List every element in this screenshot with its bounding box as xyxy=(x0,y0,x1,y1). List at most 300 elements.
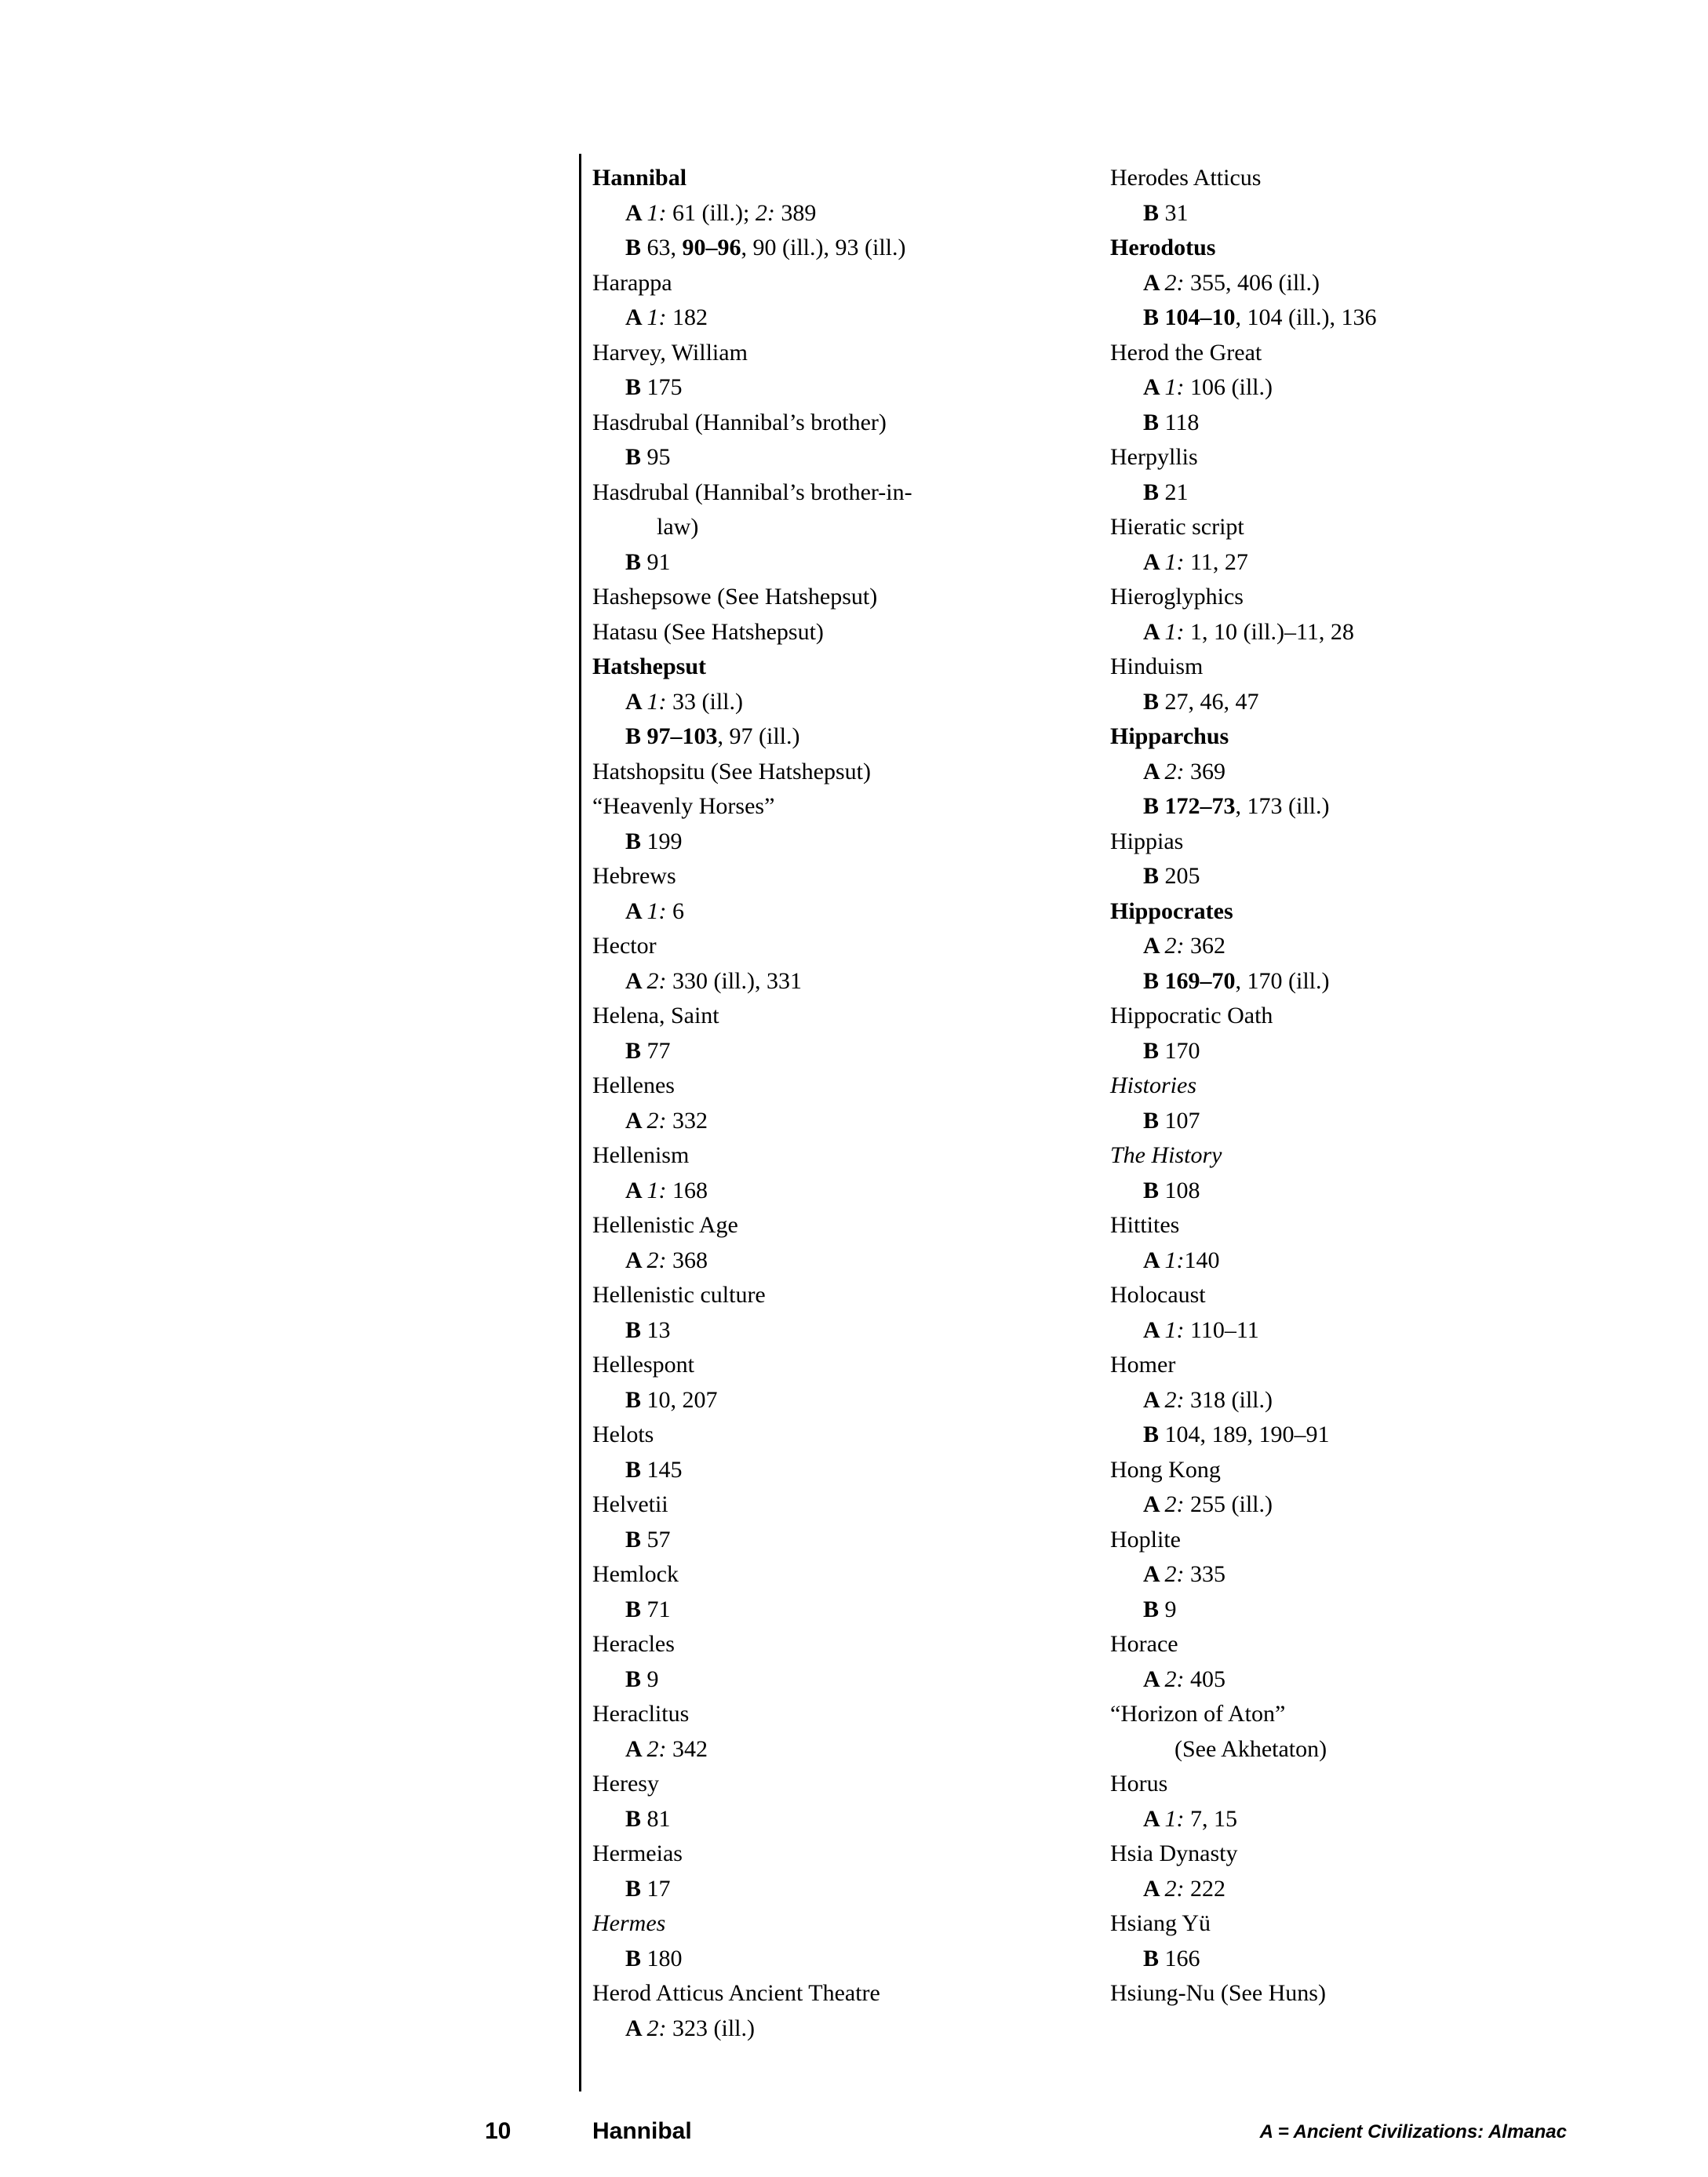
index-subentry xyxy=(592,825,1063,860)
entry-text: Hatasu (See Hatshepsut) xyxy=(592,618,824,645)
index-subentry xyxy=(592,231,1063,266)
entry-text: Hebrews xyxy=(592,863,676,889)
index-subentry xyxy=(1110,1662,1581,1698)
index-subentry xyxy=(1110,1104,1581,1139)
entry-text: 169–70 xyxy=(1164,967,1236,994)
entry-text: B xyxy=(625,1805,647,1832)
entry-text: Heresy xyxy=(592,1771,659,1797)
entry-text: B xyxy=(625,1037,647,1064)
entry-text: Hatshopsitu (See Hatshepsut) xyxy=(592,758,871,785)
index-subentry xyxy=(1110,196,1581,231)
entry-text: A xyxy=(1143,618,1165,645)
entry-text: , 90 (ill.), 93 (ill.) xyxy=(741,235,906,260)
entry-text: 255 (ill.) xyxy=(1184,1491,1273,1517)
index-subentry xyxy=(592,1802,1063,1837)
entry-text: 2: xyxy=(646,1107,667,1134)
index-entry xyxy=(1110,1697,1581,1732)
entry-text: 1: xyxy=(1164,548,1185,575)
entry-text: 166 xyxy=(1164,1945,1200,1971)
entry-text: B xyxy=(625,1386,647,1413)
entry-text: Hatshepsut xyxy=(592,653,707,679)
index-entry xyxy=(1110,510,1581,545)
entry-text: A xyxy=(625,304,647,330)
entry-text: Hasdrubal (Hannibal’s brother) xyxy=(592,409,887,435)
index-subentry xyxy=(1110,685,1581,720)
index-entry xyxy=(592,1627,1063,1662)
index-entry xyxy=(592,1906,1063,1942)
index-entry xyxy=(592,859,1063,894)
entry-text: 1: xyxy=(646,199,667,226)
index-subentry xyxy=(1110,859,1581,894)
index-entry xyxy=(1110,999,1581,1034)
entry-text: B xyxy=(1143,1037,1165,1064)
entry-text: A xyxy=(625,1735,647,1762)
entry-text: Hong Kong xyxy=(1110,1456,1221,1483)
entry-text: A xyxy=(1143,374,1165,400)
index-subentry xyxy=(1110,755,1581,790)
index-entry xyxy=(592,1767,1063,1802)
entry-text: A xyxy=(1143,1875,1165,1902)
entry-text: 1: xyxy=(1164,374,1185,400)
index-subentry xyxy=(592,300,1063,336)
entry-text: 2: xyxy=(646,1247,667,1273)
index-subentry xyxy=(592,1174,1063,1209)
index-subentry xyxy=(592,1383,1063,1418)
entry-text: 104–10 xyxy=(1164,304,1236,330)
entry-text: Herodes Atticus xyxy=(1110,165,1262,191)
entry-text: 199 xyxy=(646,828,683,854)
entry-text: 57 xyxy=(646,1526,671,1553)
entry-text: A xyxy=(625,1177,647,1203)
index-subentry xyxy=(1110,1872,1581,1907)
entry-text: 104, 189, 190–91 xyxy=(1164,1422,1330,1447)
entry-text: 180 xyxy=(646,1945,683,1971)
entry-text: B xyxy=(625,1666,647,1692)
index-entry xyxy=(592,1976,1063,2011)
index-subentry xyxy=(1110,1732,1581,1767)
entry-text: 405 xyxy=(1184,1666,1226,1692)
index-subentry xyxy=(592,1662,1063,1698)
index-entry xyxy=(592,580,1063,615)
entry-text: 323 (ill.) xyxy=(666,2015,756,2041)
entry-text: B xyxy=(625,444,647,470)
entry-text: 27, 46, 47 xyxy=(1164,688,1259,715)
entry-text: B xyxy=(1143,409,1165,435)
entry-text: Holocaust xyxy=(1110,1282,1206,1308)
entry-text: B xyxy=(625,1596,647,1622)
entry-text: 389 xyxy=(774,199,817,226)
entry-text: 10, 207 xyxy=(646,1386,718,1413)
index-entry xyxy=(592,929,1063,964)
entry-text: Herodotus xyxy=(1110,235,1216,260)
index-subentry xyxy=(592,1872,1063,1907)
index-entry xyxy=(592,1837,1063,1872)
index-subentry xyxy=(592,1523,1063,1558)
index-subentry xyxy=(592,1313,1063,1349)
index-subentry xyxy=(1110,615,1581,650)
index-entry xyxy=(1110,825,1581,860)
index-subentry xyxy=(1110,1942,1581,1977)
index-entry xyxy=(1110,1976,1581,2011)
entry-text: Hermeias xyxy=(592,1840,683,1866)
entry-text: , 97 (ill.) xyxy=(717,723,800,749)
index-entry xyxy=(592,161,1063,196)
entry-text: 168 xyxy=(666,1177,708,1203)
entry-text: A xyxy=(1143,269,1165,296)
entry-text: 97–103 xyxy=(646,723,718,749)
entry-text: 2: xyxy=(1164,933,1185,959)
entry-text: A xyxy=(1143,1316,1165,1343)
entry-text: 182 xyxy=(666,304,708,330)
entry-text: Hieroglyphics xyxy=(1110,584,1244,610)
entry-text: Hieratic script xyxy=(1110,514,1244,540)
entry-text: B xyxy=(625,828,647,854)
index-subentry xyxy=(1110,1174,1581,1209)
entry-text: (See Akhetaton) xyxy=(1174,1735,1327,1762)
entry-text: Horus xyxy=(1110,1771,1168,1797)
entry-text: A xyxy=(1143,1247,1165,1273)
entry-text: Heracles xyxy=(592,1631,675,1657)
index-entry xyxy=(592,1697,1063,1732)
entry-text: Hippocratic Oath xyxy=(1110,1003,1273,1028)
entry-text: Histories xyxy=(1110,1072,1197,1098)
entry-text: Herod the Great xyxy=(1110,339,1262,366)
index-entry xyxy=(1110,1906,1581,1942)
entry-text: Hipparchus xyxy=(1110,723,1229,749)
entry-text: 11, 27 xyxy=(1184,548,1248,575)
entry-text: B xyxy=(1143,1596,1165,1622)
entry-text: 1: xyxy=(1164,1247,1185,1273)
index-subentry xyxy=(592,196,1063,231)
entry-text: 362 xyxy=(1184,933,1226,959)
entry-text: Horace xyxy=(1110,1631,1178,1657)
entry-text: A xyxy=(1143,548,1165,575)
entry-text: Homer xyxy=(1110,1352,1176,1378)
entry-text: 31 xyxy=(1164,199,1189,226)
index-subentry xyxy=(592,685,1063,720)
index-entry xyxy=(592,406,1063,441)
index-entry xyxy=(592,1557,1063,1593)
entry-text: 2: xyxy=(646,1735,667,1762)
index-subentry xyxy=(592,894,1063,930)
index-entry xyxy=(592,1418,1063,1453)
entry-text: Hoplite xyxy=(1110,1526,1181,1553)
entry-text: 2: xyxy=(1164,1561,1185,1587)
entry-text: A xyxy=(1143,1805,1165,1832)
index-entry xyxy=(592,615,1063,650)
entry-text: Harvey, William xyxy=(592,339,748,366)
index-subentry xyxy=(592,1593,1063,1628)
entry-text: law) xyxy=(657,514,699,540)
index-entry xyxy=(1110,1278,1581,1313)
entry-text: 355, 406 (ill.) xyxy=(1184,269,1320,296)
entry-text: A xyxy=(1143,1666,1165,1692)
entry-text: Hellenistic Age xyxy=(592,1212,738,1238)
entry-text: Herpyllis xyxy=(1110,444,1198,470)
entry-text: Hsiung-Nu (See Huns) xyxy=(1110,1980,1326,2006)
index-entry xyxy=(592,1278,1063,1313)
entry-text: B xyxy=(1143,793,1165,819)
entry-text: Hellenistic culture xyxy=(592,1282,766,1308)
entry-text: A xyxy=(1143,933,1165,959)
index-subentry xyxy=(1110,300,1581,336)
index-column-right xyxy=(1110,161,1581,2046)
entry-text: , 170 (ill.) xyxy=(1235,967,1330,994)
entry-text: Hector xyxy=(592,933,657,959)
entry-text: 71 xyxy=(646,1596,671,1622)
index-entry xyxy=(1110,1837,1581,1872)
index-subentry xyxy=(1110,1034,1581,1069)
entry-text: Helvetii xyxy=(592,1491,668,1517)
index-entry xyxy=(592,475,1063,511)
entry-text: 95 xyxy=(646,444,671,470)
entry-text: B xyxy=(1143,688,1165,715)
index-subentry xyxy=(1110,406,1581,441)
index-subentry xyxy=(592,719,1063,755)
entry-text: 1: xyxy=(1164,618,1185,645)
entry-text: 91 xyxy=(646,548,671,575)
index-subentry xyxy=(1110,545,1581,581)
entry-text: A xyxy=(625,199,647,226)
entry-text: Hippocrates xyxy=(1110,897,1233,924)
index-entry xyxy=(592,336,1063,371)
index-entry xyxy=(592,1068,1063,1104)
entry-text: Hasdrubal (Hannibal’s brother-in- xyxy=(592,479,912,505)
entry-text: 9 xyxy=(646,1666,659,1692)
index-subentry xyxy=(592,1034,1063,1069)
entry-text: , 104 (ill.), 136 xyxy=(1235,304,1377,330)
index-subentry xyxy=(1110,1593,1581,1628)
entry-text: Harappa xyxy=(592,269,672,296)
entry-text: B xyxy=(625,723,647,749)
entry-text: B xyxy=(1143,1177,1165,1203)
index-column-left xyxy=(592,161,1063,2046)
entry-text: 2: xyxy=(1164,758,1185,785)
entry-text: Herod Atticus Ancient Theatre xyxy=(592,1980,880,2006)
index-entry xyxy=(592,755,1063,790)
entry-text: 205 xyxy=(1164,863,1200,889)
index-columns xyxy=(592,161,1604,2046)
index-entry xyxy=(592,999,1063,1034)
entry-text: Hittites xyxy=(1110,1212,1180,1238)
entry-text: B xyxy=(1143,1107,1165,1134)
entry-text: The History xyxy=(1110,1142,1222,1168)
entry-text: A xyxy=(1143,1491,1165,1517)
index-entry xyxy=(1110,336,1581,371)
footer-running-head: Hannibal xyxy=(592,2118,692,2144)
index-subentry xyxy=(592,1732,1063,1767)
entry-text: “Horizon of Aton” xyxy=(1110,1701,1286,1727)
entry-text: , 173 (ill.) xyxy=(1235,793,1330,819)
entry-text: B xyxy=(625,1875,647,1902)
entry-text: 1: xyxy=(1164,1805,1185,1832)
entry-text: Hermes xyxy=(592,1910,666,1936)
index-entry xyxy=(1110,1767,1581,1802)
entry-text: 2: xyxy=(646,2015,667,2041)
entry-text: Hsia Dynasty xyxy=(1110,1840,1238,1866)
entry-text: 21 xyxy=(1164,479,1189,505)
index-subentry xyxy=(592,1243,1063,1279)
index-entry xyxy=(1110,1627,1581,1662)
entry-text: 2: xyxy=(1164,1875,1185,1902)
index-entry xyxy=(592,650,1063,685)
index-entry xyxy=(592,266,1063,301)
entry-text: Heraclitus xyxy=(592,1701,690,1727)
entry-text: 172–73 xyxy=(1164,793,1236,819)
index-entry xyxy=(1110,894,1581,930)
index-subentry xyxy=(592,2011,1063,2047)
entry-text: B xyxy=(625,548,647,575)
entry-text: 108 xyxy=(1164,1177,1200,1203)
entry-text: Hellespont xyxy=(592,1352,694,1378)
entry-text: 342 xyxy=(666,1735,708,1762)
index-subentry xyxy=(592,440,1063,475)
entry-text: 369 xyxy=(1184,758,1226,785)
entry-text: A xyxy=(1143,1386,1165,1413)
index-subentry xyxy=(592,545,1063,581)
entry-text: A xyxy=(625,1247,647,1273)
index-subentry xyxy=(1110,475,1581,511)
entry-text: Hashepsowe (See Hatshepsut) xyxy=(592,584,878,610)
entry-text: 1: xyxy=(646,897,667,924)
entry-text: B xyxy=(625,374,647,400)
entry-text: A xyxy=(625,2015,647,2041)
entry-text: 106 (ill.) xyxy=(1184,374,1273,400)
footer-page-number: 10 xyxy=(485,2118,512,2144)
entry-text: 335 xyxy=(1184,1561,1226,1587)
entry-text: 2: xyxy=(1164,1666,1185,1692)
index-subentry xyxy=(592,510,1063,545)
index-subentry xyxy=(1110,1487,1581,1523)
index-subentry xyxy=(1110,1243,1581,1279)
entry-text: B xyxy=(1143,967,1165,994)
entry-text: 107 xyxy=(1164,1107,1200,1134)
entry-text: 2: xyxy=(646,967,667,994)
entry-text: 2: xyxy=(1164,1386,1185,1413)
index-entry xyxy=(592,789,1063,825)
entry-text: 81 xyxy=(646,1805,671,1832)
index-entry xyxy=(1110,161,1581,196)
entry-text: 63, xyxy=(646,235,683,260)
index-entry xyxy=(1110,719,1581,755)
index-subentry xyxy=(592,1942,1063,1977)
index-entry xyxy=(1110,1208,1581,1243)
entry-text: A xyxy=(625,688,647,715)
index-entry xyxy=(1110,1068,1581,1104)
index-subentry xyxy=(1110,1418,1581,1453)
entry-text: B xyxy=(625,235,647,260)
entry-text: 33 (ill.) xyxy=(666,688,744,715)
entry-text: B xyxy=(625,1945,647,1971)
index-entry xyxy=(1110,231,1581,266)
entry-text: 1: xyxy=(646,304,667,330)
index-subentry xyxy=(1110,1802,1581,1837)
index-entry xyxy=(592,1487,1063,1523)
entry-text: A xyxy=(1143,758,1165,785)
index-subentry xyxy=(1110,964,1581,999)
entry-text: 1: xyxy=(646,1177,667,1203)
index-entry xyxy=(592,1348,1063,1383)
entry-text: 13 xyxy=(646,1316,671,1343)
entry-text: Hsiang Yü xyxy=(1110,1910,1211,1936)
entry-text: B xyxy=(1143,1422,1165,1447)
entry-text: 2: xyxy=(755,199,775,226)
index-subentry xyxy=(1110,789,1581,825)
index-subentry xyxy=(592,1104,1063,1139)
entry-text: 1: xyxy=(1164,1316,1185,1343)
entry-text: 140 xyxy=(1184,1247,1220,1273)
entry-text: A xyxy=(625,967,647,994)
index-subentry xyxy=(1110,370,1581,406)
entry-text: Hellenes xyxy=(592,1072,675,1098)
index-entry xyxy=(1110,580,1581,615)
entry-text: A xyxy=(1143,1561,1165,1587)
entry-text: 318 (ill.) xyxy=(1184,1386,1273,1413)
entry-text: Helena, Saint xyxy=(592,1003,719,1028)
index-subentry xyxy=(592,964,1063,999)
entry-text: 118 xyxy=(1164,409,1200,435)
index-entry xyxy=(1110,1523,1581,1558)
index-subentry xyxy=(1110,1557,1581,1593)
entry-text: 1, 10 (ill.)–11, 28 xyxy=(1184,618,1354,645)
entry-text: 77 xyxy=(646,1037,671,1064)
entry-text: 368 xyxy=(666,1247,708,1273)
entry-text: Hippias xyxy=(1110,828,1184,854)
entry-text: 6 xyxy=(666,897,685,924)
index-entry xyxy=(1110,1138,1581,1174)
index-subentry xyxy=(1110,1313,1581,1349)
entry-text: 110–11 xyxy=(1184,1316,1259,1343)
entry-text: B xyxy=(1143,304,1165,330)
entry-text: 330 (ill.), 331 xyxy=(666,967,803,994)
entry-text: B xyxy=(1143,199,1165,226)
entry-text: Hannibal xyxy=(592,165,687,191)
entry-text: 7, 15 xyxy=(1184,1805,1238,1832)
footer-volume-key: A = Ancient Civilizations: Almanac xyxy=(1259,2121,1567,2142)
entry-text: 175 xyxy=(646,374,683,400)
index-subentry xyxy=(1110,1383,1581,1418)
index-entry xyxy=(1110,1348,1581,1383)
index-entry xyxy=(1110,440,1581,475)
entry-text: 170 xyxy=(1164,1037,1200,1064)
entry-text: 9 xyxy=(1164,1596,1177,1622)
entry-text: 1: xyxy=(646,688,667,715)
page-footer xyxy=(0,2118,1708,2165)
entry-text: 90–96 xyxy=(682,235,741,260)
entry-text: Hemlock xyxy=(592,1561,679,1587)
entry-text: A xyxy=(625,1107,647,1134)
entry-text: B xyxy=(1143,479,1165,505)
entry-text: 145 xyxy=(646,1456,683,1483)
entry-text: 17 xyxy=(646,1875,671,1902)
entry-text: 2: xyxy=(1164,269,1185,296)
entry-text: Hellenism xyxy=(592,1142,690,1168)
column-divider-rule xyxy=(579,154,581,2091)
entry-text: B xyxy=(1143,863,1165,889)
entry-text: Hinduism xyxy=(1110,653,1204,679)
entry-text: 2: xyxy=(1164,1491,1185,1517)
entry-text: “Heavenly Horses” xyxy=(592,793,775,819)
index-subentry xyxy=(592,1453,1063,1488)
index-subentry xyxy=(1110,266,1581,301)
entry-text: B xyxy=(1143,1945,1165,1971)
index-entry xyxy=(592,1208,1063,1243)
entry-text: A xyxy=(625,897,647,924)
entry-text: 222 xyxy=(1184,1875,1226,1902)
entry-text: B xyxy=(625,1316,647,1343)
entry-text: 332 xyxy=(666,1107,708,1134)
entry-text: 61 (ill.); xyxy=(666,199,756,226)
